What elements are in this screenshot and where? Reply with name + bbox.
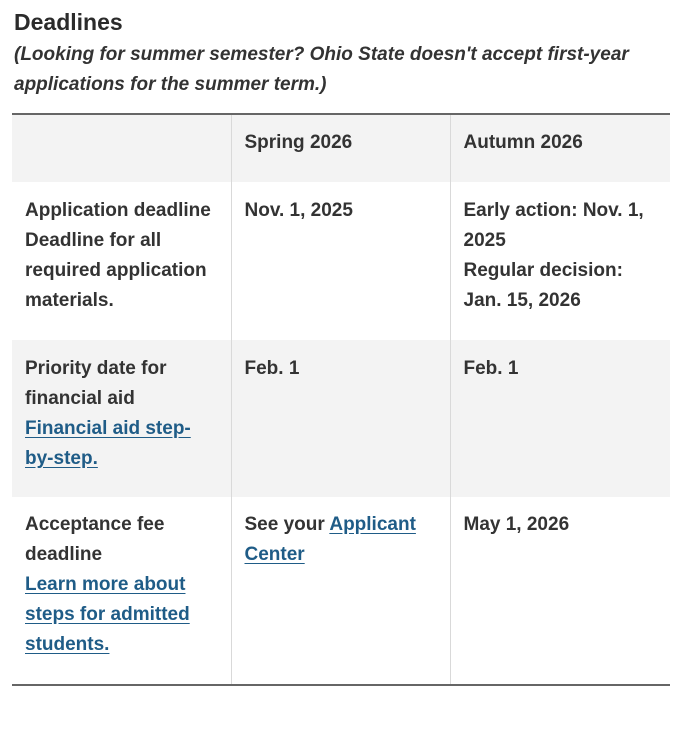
table-header-row: [12, 114, 670, 182]
early-action-date: Early action: Nov. 1, 2025: [463, 200, 644, 251]
deadlines-table: [12, 113, 670, 686]
application-deadline-label: Application deadline: [25, 200, 211, 221]
row-label-cell: [12, 340, 231, 497]
regular-decision-date: Regular decision: Jan. 15, 2026: [463, 260, 623, 311]
acceptance-fee-label: Acceptance fee deadline: [25, 514, 165, 565]
table-row: [12, 340, 670, 497]
row-label-cell: [12, 182, 231, 340]
header-autumn-2026: Autumn 2026: [450, 114, 670, 182]
header-empty: [12, 114, 231, 182]
spring-cell: Nov. 1, 2025: [231, 182, 450, 340]
autumn-cell: [450, 182, 670, 340]
summer-note: (Looking for summer semester? Ohio State doesn't accept first-year applications for the summer term.): [14, 44, 629, 95]
header-spring-2026: Spring 2026: [231, 114, 450, 182]
applicant-center-link[interactable]: Applicant Center: [244, 514, 416, 565]
financial-aid-link[interactable]: Financial aid step-by-step.: [25, 418, 191, 469]
see-your-text: See your: [244, 514, 330, 535]
financial-aid-label: Priority date for financial aid: [25, 358, 167, 409]
row-label-cell: [12, 497, 231, 685]
spring-cell: Feb. 1: [231, 340, 450, 497]
table-row: [12, 182, 670, 340]
admitted-students-link[interactable]: Learn more about steps for admitted students.: [25, 574, 190, 655]
spring-cell: [231, 497, 450, 685]
autumn-cell: Feb. 1: [450, 340, 670, 497]
table-row: [12, 497, 670, 685]
autumn-cell: May 1, 2026: [450, 497, 670, 685]
application-deadline-sublabel: Deadline for all required application materials.: [25, 230, 207, 311]
section-title: Deadlines: [14, 9, 123, 35]
